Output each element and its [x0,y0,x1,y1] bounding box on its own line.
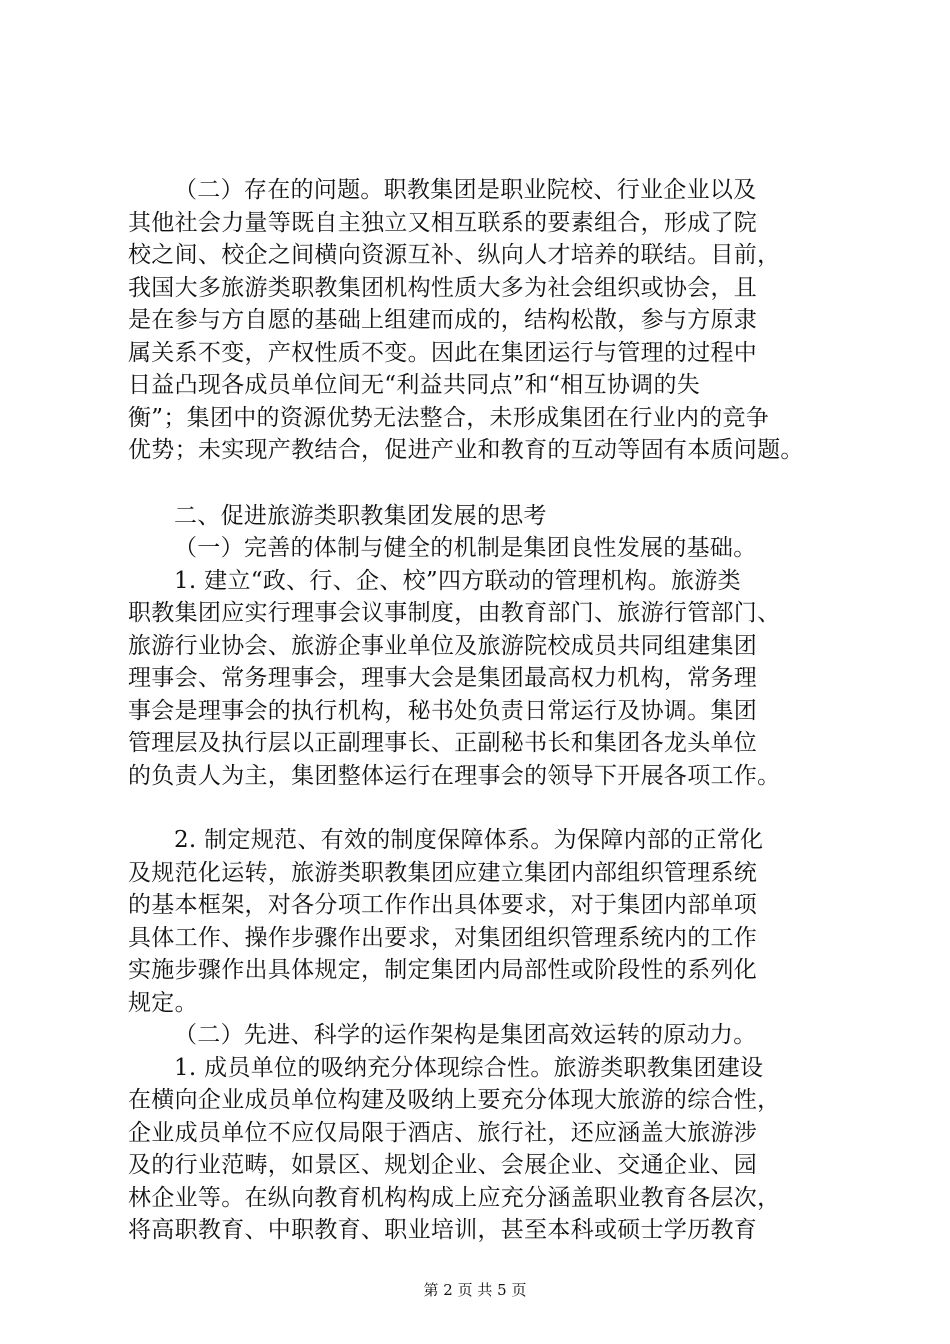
text-line: 优势；未实现产教结合，促进产业和教育的互动等固有本质问题。 [128,437,804,463]
text-line: 林企业等。在纵向教育机构构成上应充分涵盖职业教育各层次， [128,1184,781,1211]
text-line: （二）存在的问题。职教集团是职业院校、行业企业以及 [174,177,757,203]
text-line: 我国大多旅游类职教集团机构性质大多为社会组织或协会，且 [128,274,758,301]
text-line: 衡”；集团中的资源优势无法整合，未形成集团在行业内的竞争 [128,404,770,431]
text-line: 的基本框架，对各分项工作作出具体要求，对于集团内部单项 [128,892,758,918]
text-line: 日益凸现各成员单位间无“利益共同点”和“相互协调的失 [128,372,701,398]
text-line: 1. 成员单位的吸纳充分体现综合性。旅游类职教集团建设 [174,1054,764,1081]
text-line: 校之间、校企之间横向资源互补、纵向人才培养的联结。目前， [128,242,781,268]
text-line: 理事会、常务理事会，理事大会是集团最高权力机构，常务理 [128,665,758,691]
heading-line: （二）先进、科学的运作架构是集团高效运转的原动力。 [174,1022,757,1048]
heading-line: （一）完善的体制与健全的机制是集团良性发展的基础。 [174,535,757,561]
heading-line: 二、促进旅游类职教集团发展的思考 [174,502,547,529]
text-line: 及的行业范畴，如景区、规划企业、会展企业、交通企业、园 [128,1152,758,1178]
paragraph-member-units [128,1052,834,1247]
body-text [128,174,834,1247]
subsection-heading-2 [128,1019,834,1052]
section-heading [128,500,834,533]
text-line: 事会是理事会的执行机构，秘书处负责日常运行及协调。集团 [128,697,758,724]
text-line: 将高职教育、中职教育、职业培训，甚至本科或硕士学历教育 [128,1217,758,1243]
text-line: 是在参与方自愿的基础上组建而成的，结构松散，参与方原隶 [128,307,758,333]
page-footer: 第 2 页 共 5 页 [423,1281,527,1299]
text-line: 企业成员单位不应仅局限于酒店、旅行社，还应涵盖大旅游涉 [128,1119,758,1146]
text-line: 职教集团应实行理事会议事制度，由教育部门、旅游行管部门、 [128,600,781,626]
text-line: 属关系不变，产权性质不变。因此在集团运行与管理的过程中 [128,339,758,366]
text-line: 1. 建立“政、行、企、校”四方联动的管理机构。旅游类 [174,567,741,594]
text-line: 实施步骤作出具体规定，制定集团内局部性或阶段性的系列化 [128,957,758,983]
text-line: 其他社会力量等既自主独立又相互联系的要素组合，形成了院 [128,209,758,236]
text-line: 旅游行业协会、旅游企事业单位及旅游院校成员共同组建集团 [128,632,758,659]
subsection-heading-1 [128,532,834,565]
paragraph-existing-problems [128,174,834,467]
paragraph-management-structure [128,565,834,793]
text-line: 在横向企业成员单位构建及吸纳上要充分体现大旅游的综合性， [128,1087,781,1113]
text-line: 2. 制定规范、有效的制度保障体系。为保障内部的正常化 [174,827,764,853]
text-line: 的负责人为主，集团整体运行在理事会的领导下开展各项工作。 [128,762,781,789]
text-line: 具体工作、操作步骤作出要求，对集团组织管理系统内的工作 [128,924,758,951]
text-line: 及规范化运转，旅游类职教集团应建立集团内部组织管理系统 [128,859,758,886]
text-line: 管理层及执行层以正副理事长、正副秘书长和集团各龙头单位 [128,730,758,756]
paragraph-system-guarantee [128,824,834,1019]
text-line: 规定。 [128,989,198,1016]
